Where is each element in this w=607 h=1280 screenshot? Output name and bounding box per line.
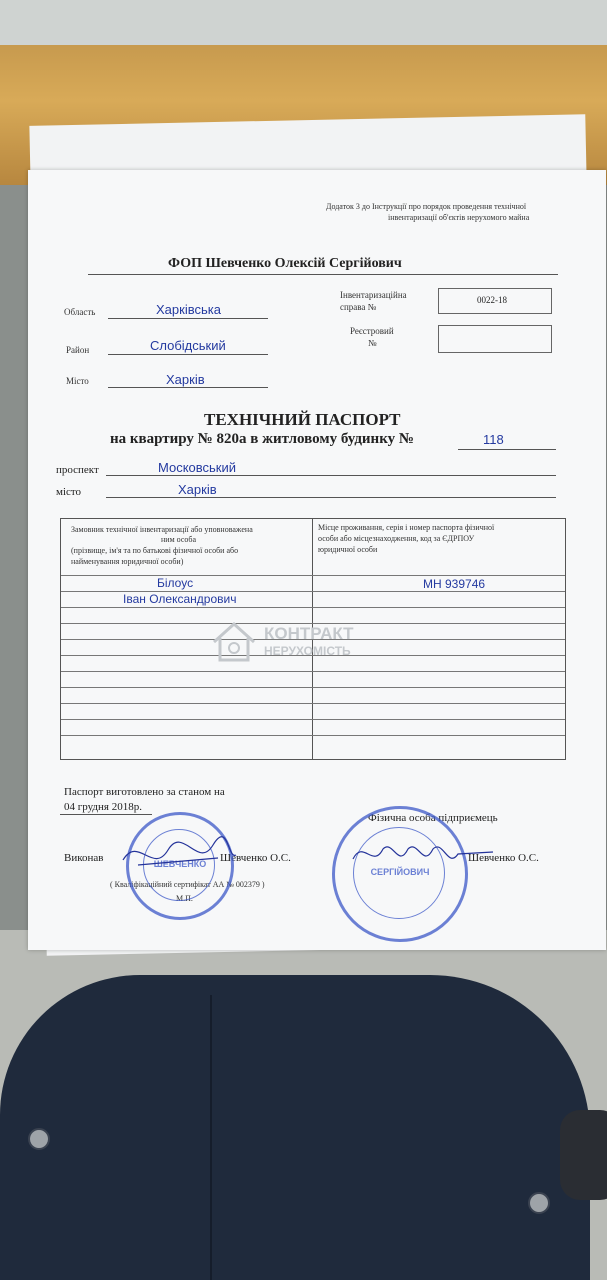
- table-row: [61, 735, 565, 736]
- oblast-label: Область: [64, 307, 96, 317]
- jacket: [0, 975, 590, 1280]
- reg-box: [438, 325, 552, 353]
- raion-underline: [108, 354, 268, 355]
- prepared-label: Паспорт виготовлено за станом на: [64, 786, 225, 798]
- passport-subtitle: на квартиру № 820а в житловому будинку №: [110, 431, 414, 447]
- stamp-center-text: СЕРГІЙОВИЧ: [370, 867, 430, 877]
- reg-label-line-1: Реєстровий: [350, 326, 394, 336]
- table-col2-header-1: Місце проживання, серія і номер паспорта фізичної: [318, 523, 495, 532]
- stamp-center-text: ШЕВЧЕНКО: [153, 859, 207, 869]
- fop-label: Фізична особа підприємець: [368, 812, 498, 824]
- table-col1-header-4: найменування юридичної особи): [71, 557, 184, 566]
- misto-underline: [108, 387, 268, 388]
- inv-label-line-2: справа №: [340, 302, 377, 312]
- executor-label: Виконав: [64, 852, 104, 864]
- table-col2-header-2: особи або місцезнаходження, код за ЄДРПОУ: [318, 534, 475, 543]
- passport-title: ТЕХНІЧНИЙ ПАСПОРТ: [204, 410, 401, 429]
- oblast-value: Харківська: [156, 302, 221, 317]
- inv-box: [438, 288, 552, 314]
- executor-signature: [118, 830, 238, 880]
- executor-name: Шевченко О.С.: [220, 852, 291, 864]
- table-row: [61, 575, 565, 576]
- jacket-seam: [210, 995, 212, 1280]
- rivet-icon: [528, 1192, 550, 1214]
- table-row: [61, 687, 565, 688]
- fop-signature: [348, 834, 498, 874]
- owner-surname: Білоус: [157, 576, 194, 590]
- technical-passport-sheet: [28, 170, 606, 950]
- watermark-line-1: КОНТРАКТ: [264, 624, 354, 643]
- date-underline: [60, 814, 152, 815]
- owner-name: Іван Олександрович: [123, 592, 237, 606]
- table-row: [61, 719, 565, 720]
- addendum-line-1: Додаток 3 до Інструкції про порядок проведення технічної: [326, 202, 527, 211]
- fop-stamp: [332, 806, 468, 942]
- city-value: Харків: [178, 482, 217, 497]
- building-number: 118: [483, 432, 504, 447]
- street-underline: [106, 475, 556, 476]
- table-col2-header-3: юридичної особи: [318, 545, 378, 554]
- reg-label-line-2: №: [368, 338, 377, 348]
- table-col1-header-2: ним особа: [161, 535, 196, 544]
- qualification-cert: ( Кваліфікаційний сертифікат АА № 002379 ): [110, 880, 265, 889]
- shoe: [560, 1110, 607, 1200]
- street-label: проспект: [56, 464, 99, 476]
- raion-value: Слобідський: [150, 338, 226, 353]
- owner-passport: МН 939746: [423, 577, 486, 591]
- addendum-line-2: інвентаризації об'єктів нерухомого майна: [388, 213, 530, 222]
- mp-label: М.П.: [176, 894, 193, 903]
- fop-name: Шевченко О.С.: [468, 852, 539, 864]
- rivet-icon: [28, 1128, 50, 1150]
- table-col1-header-1: Замовник технічної інвентаризації або уповноважена: [71, 525, 253, 534]
- building-underline: [458, 449, 556, 450]
- company-name: ФОП Шевченко Олексій Сергійович: [168, 256, 402, 271]
- street-value: Московський: [158, 460, 237, 475]
- prepared-date: 04 грудня 2018р.: [64, 801, 142, 813]
- table-row: [61, 671, 565, 672]
- house-icon: [210, 620, 258, 664]
- watermark-line-2: НЕРУХОМІСТЬ: [264, 644, 351, 658]
- table-row: [61, 703, 565, 704]
- oblast-underline: [108, 318, 268, 319]
- raion-label: Район: [66, 345, 90, 355]
- misto-value: Харків: [166, 372, 205, 387]
- inv-value: 0022-18: [477, 295, 507, 305]
- city-underline: [106, 497, 556, 498]
- misto-label: Місто: [66, 376, 89, 386]
- table-col1-header-3: (прізвище, ім'я та по батькові фізичної особи або: [71, 546, 239, 555]
- city-label: місто: [56, 486, 82, 498]
- inv-label-line-1: Інвентаризаційна: [340, 290, 407, 300]
- company-underline: [88, 274, 558, 275]
- table-row: [61, 607, 565, 608]
